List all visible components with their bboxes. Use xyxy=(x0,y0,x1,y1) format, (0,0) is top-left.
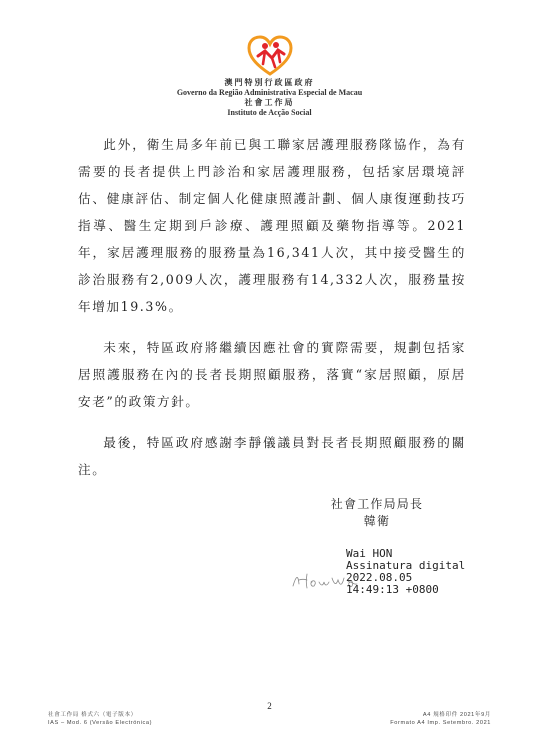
institute-name-cn: 社會工作局 xyxy=(244,98,295,107)
paragraph: 未來，特區政府將繼續因應社會的實際需要，規劃包括家居照護服務在內的長者長期照顧服務，落實“家居照顧，原居安老”的政策方針。 xyxy=(78,340,466,409)
signatory-title: 社會工作局局長 xyxy=(330,497,424,511)
footer-left-line1: 社會工作局 格式六（電子版本） xyxy=(48,712,137,718)
gov-name-cn: 澳門特別行政區政府 xyxy=(224,78,315,87)
digital-label: Assinatura digital xyxy=(346,559,466,572)
digital-signature xyxy=(346,548,465,596)
footer-form-id xyxy=(48,711,152,727)
footer-right-line2: Formato A4 Imp. Setembro. 2021 xyxy=(390,720,491,726)
digital-time: 14:49:13 +0800 xyxy=(346,583,439,596)
page-number: 2 xyxy=(267,701,272,711)
digital-date: 2022.08.05 xyxy=(346,571,413,584)
letterhead xyxy=(0,34,539,118)
footer-left-line2: IAS – Mod. 6 (Versão Electrónica) xyxy=(48,720,153,726)
signature-block xyxy=(322,496,432,530)
letter-body xyxy=(78,131,466,497)
paragraph: 此外，衛生局多年前已與工聯家居護理服務隊協作，為有需要的長者提供上門診治和家居護理服務，包括家居環境評估、健康評估、制定個人化健康照護計劃、個人康復運動技巧指導、醫生定期到戶診療、護理照顧及藥物指導等。2021年，家居護理服務的服務量為16,341人次，其中接受醫生的診治服務有2,009人次，護理服務有14,332人次，服務量按年增加19.3%。 xyxy=(78,137,466,314)
footer-print-format xyxy=(390,711,491,727)
digital-signer: Wai HON xyxy=(346,547,393,560)
ias-logo-icon xyxy=(245,34,295,78)
institute-name-pt: Instituto de Acção Social xyxy=(227,108,312,117)
signatory-name: 韓衛 xyxy=(363,514,391,528)
gov-name-pt: Governo da Região Administrativa Especial de Macau xyxy=(176,88,363,97)
footer-right-line1: A4 規格印件 2021年9月 xyxy=(422,712,491,718)
paragraph: 最後，特區政府感謝李靜儀議員對長者長期照顧服務的關注。 xyxy=(78,435,466,477)
